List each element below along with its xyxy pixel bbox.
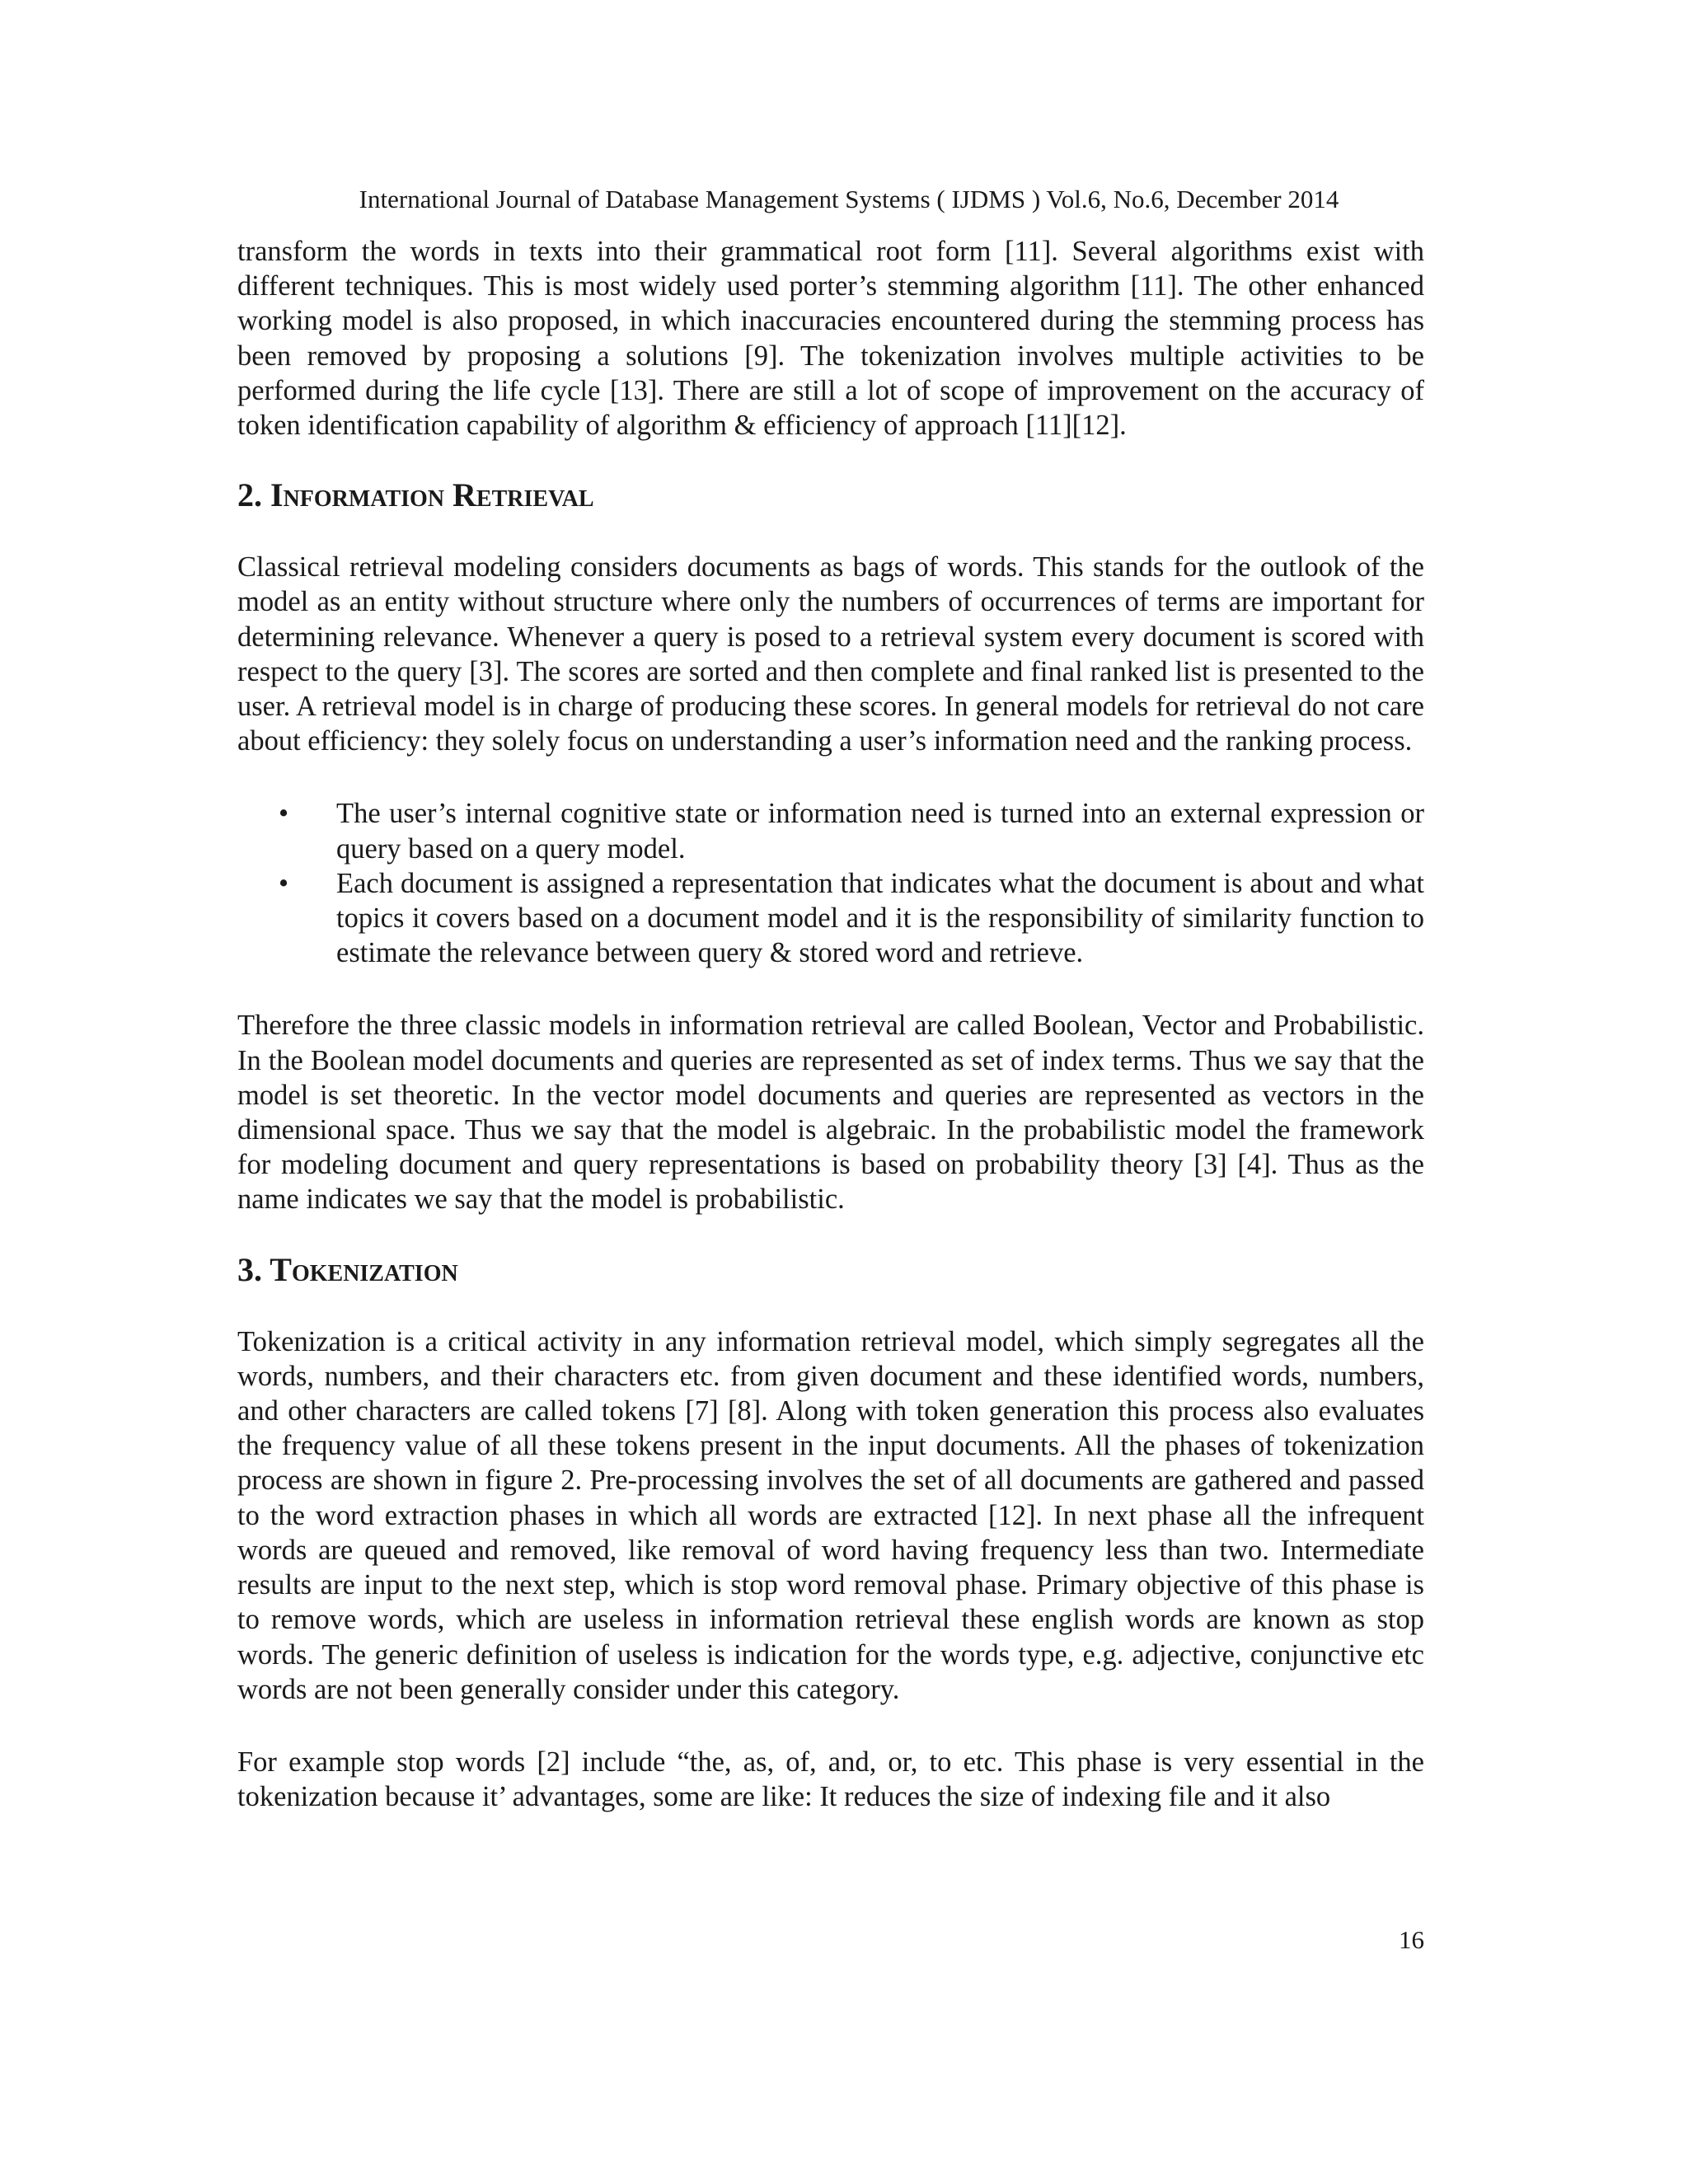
tokenization-intro-paragraph: Tokenization is a critical activity in any information retrieval model, which simply segregates all the words, numbers, and their characters etc. from given document and these identified words, numbers, and other characters are called tokens [7] [8]. Along with token generation this process also evaluates the frequency value of all these tokens present in the input documents. All the phases of tokenization process are shown in figure 2. Pre-processing involves the set of all documents are gathered and passed to the word extraction phases in which all words are extracted [12]. In next phase all the infrequent words are queued and removed, like removal of word having frequency less than two. Intermediate results are input to the next step, which is stop word removal phase. Primary objective of this phase is to remove words, which are useless in information retrieval these english words are known as stop words. The generic definition of useless is indication for the words type, e.g. adjective, conjunctive etc words are not been generally consider under this category.	[237, 1325, 1424, 1705]
retrieval-models-paragraph: Therefore the three classic models in information retrieval are called Boolean, Vector and Probabilistic. In the Boolean model documents and queries are represented as set of index terms. Thus we say that the model is set theoretic. In the vector model documents and queries are represented as vectors in the dimensional space. Thus we say that the model is algebraic. In the probabilistic model the framework for modeling document and query representations is based on probability theory [3] [4]. Thus as the name indicates we say that the model is probabilistic.	[237, 1010, 1424, 1216]
section-heading-information-retrieval: 2. Information Retrieval	[237, 476, 594, 514]
retrieval-intro-paragraph: Classical retrieval modeling considers documents as bags of words. This stands for the outlook of the model as an entity without structure where only the numbers of occurrences of terms are important for determining relevance. Whenever a query is posed to a retrieval system every document is scored with respect to the query [3]. The scores are sorted and then complete and final ranked list is presented to the user. A retrieval model is in charge of producing these scores. In general models for retrieval do not care about efficiency: they solely focus on understanding a user’s information need and the ranking process.	[237, 551, 1424, 757]
running-header: International Journal of Database Management Systems ( IJDMS ) Vol.6, No.6, December 2014	[359, 185, 1339, 213]
page-body	[237, 234, 1424, 1814]
intro-continued-paragraph: transform the words in texts into their grammatical root form [11]. Several algorithms exist with different techniques. This is most widely used porter’s stemming algorithm [11]. The other enhanced working model is also proposed, in which inaccuracies encountered during the stemming process has been removed by proposing a solutions [9]. The tokenization involves multiple activities to be performed during the life cycle [13]. There are still a lot of scope of improvement on the accuracy of token identification capability of algorithm & efficiency of approach [11][12].	[237, 236, 1424, 442]
list-item-text: Each document is assigned a representation that indicates what the document is about and what topics it covers based on a document model and it is the responsibility of similarity function to estimate the relevance between query & stored word and retrieve.	[336, 867, 1424, 969]
bullet-icon: •	[279, 798, 289, 830]
list-item	[237, 866, 1424, 971]
section-heading-tokenization: 3. Tokenization	[237, 1250, 458, 1288]
list-item	[237, 796, 1424, 865]
page-number: 16	[1399, 1925, 1424, 1954]
bullet-icon: •	[279, 867, 289, 899]
list-item-text: The user’s internal cognitive state or information need is turned into an external expression or query based on a query model.	[336, 798, 1424, 865]
stop-words-paragraph: For example stop words [2] include “the, as, of, and, or, to etc. This phase is very essential in the tokenization because it’ advantages, some are like: It reduces the size of indexing file and it also	[237, 1746, 1424, 1813]
bullet-list	[237, 796, 1424, 970]
